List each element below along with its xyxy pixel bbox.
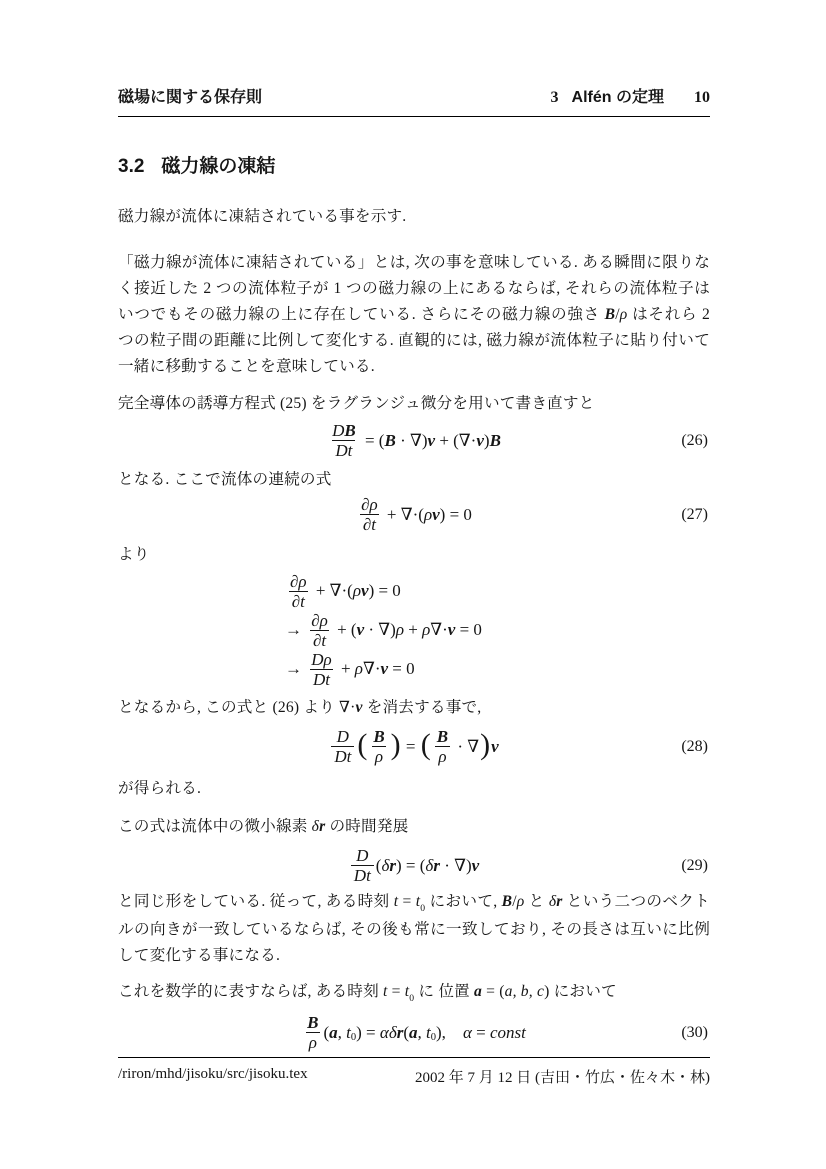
- equation-chain: [118, 572, 710, 689]
- equation-chain-line-2: [285, 611, 710, 650]
- header-page-number: 10: [694, 89, 710, 106]
- header-section-title: Alfén の定理: [571, 89, 664, 106]
- equation-chain-line-1-body: $\frac{\partial\rho}{\partial t}$ + ∇·(ρv) = 0: [290, 572, 401, 612]
- equation-30-number: (30): [681, 1023, 708, 1041]
- section-heading: [118, 151, 710, 178]
- paragraph-same-form: と同じ形をしている. 従って, ある時刻 $t = t_0$ において, B/ρ と δr という二つのベクトルの向きが一致しているならば, その後も常に一致しており, その長さは互いに比例して変化する事になる.: [118, 893, 710, 965]
- equation-chain-line-3-body: → $\frac{D\rho}{Dt}$ + ρ∇·v = 0: [285, 650, 415, 690]
- paragraph-eliminate-divv: となるから, この式と (26) より ∇·v を消去する事で,: [118, 699, 482, 717]
- footer-file-path: /riron/mhd/jisoku/src/jisoku.tex: [118, 1066, 308, 1082]
- header-right: [551, 84, 710, 107]
- paragraph-obtained: が得られる.: [118, 780, 202, 798]
- equation-chain-line-1: [285, 572, 710, 611]
- section-heading-number: 3.2: [118, 156, 145, 177]
- page-footer: [118, 1057, 710, 1087]
- equation-28-body: $\frac{D}{Dt}$ ( $\frac{B}{\rho}$ ) = ( $\frac{B}{\rho}$ · ∇)v: [329, 727, 498, 766]
- equation-29-body: $\frac{D}{Dt}$ (δr) = (δr · ∇)v: [349, 846, 479, 885]
- equation-chain-line-2-body: → $\frac{\partial\rho}{\partial t}$ + (v · ∇)ρ + ρ∇·v = 0: [285, 611, 482, 651]
- paragraph-continuity-intro: となる. ここで流体の連続の式: [118, 471, 332, 489]
- page-header: [118, 84, 710, 117]
- equation-chain-line-3: [285, 650, 710, 689]
- paragraph-line-element: この式は流体中の微小線素 δr の時間発展: [118, 818, 409, 836]
- footer-date-authors: 2002 年 7 月 12 日 (吉田・竹広・佐々木・林): [415, 1070, 710, 1086]
- equation-28: [118, 727, 710, 766]
- equation-27: [118, 495, 710, 534]
- header-section-number: 3: [550, 89, 559, 106]
- paragraph-definition: 「磁力線が流体に凍結されている」とは, 次の事を意味している. ある瞬間に限りなく接近した 2 つの流体粒子が 1 つの磁力線の上にあるならば, それらの流体粒子はいつでもその磁力線の上に存在している. さらにその磁力線の強さ B/ρ はそれら 2 つの粒子間の距離に比例して変化する. 直観的には, 磁力線が流体粒子に貼り付いて一緒に移動することを意味している.: [118, 254, 710, 375]
- paragraph-intro: 磁力線が流体に凍結されている事を示す.: [118, 208, 407, 225]
- paragraph-mathematical-expression: これを数学的に表すならば, ある時刻 $t = t_0$ に 位置 a = (a, b, c) において: [118, 983, 617, 1004]
- equation-30: [118, 1013, 710, 1052]
- equation-28-number: (28): [681, 737, 708, 755]
- equation-27-number: (27): [681, 505, 708, 523]
- equation-26: [118, 421, 710, 460]
- equation-29: [118, 846, 710, 885]
- equation-26-number: (26): [681, 431, 708, 449]
- header-left-title: 磁場に関する保存則: [118, 89, 263, 106]
- section-heading-title: 磁力線の凍結: [161, 156, 276, 177]
- paragraph-induction-equation: 完全導体の誘導方程式 (25) をラグランジュ微分を用いて書き直すと: [118, 395, 595, 412]
- equation-29-number: (29): [681, 856, 708, 874]
- equation-27-body: $\frac{\partial\rho}{\partial t}$ + ∇·(ρv) = 0: [361, 495, 472, 535]
- equation-26-body: $\frac{DB}{Dt}$ = (B · ∇)v + (∇·v)B: [332, 421, 501, 461]
- paragraph-yori: より: [118, 546, 150, 564]
- equation-30-body: $\frac{B}{\rho}$ (a, $t_0) = \alpha\delta r(a$, $t_0$), α = const: [307, 1013, 526, 1053]
